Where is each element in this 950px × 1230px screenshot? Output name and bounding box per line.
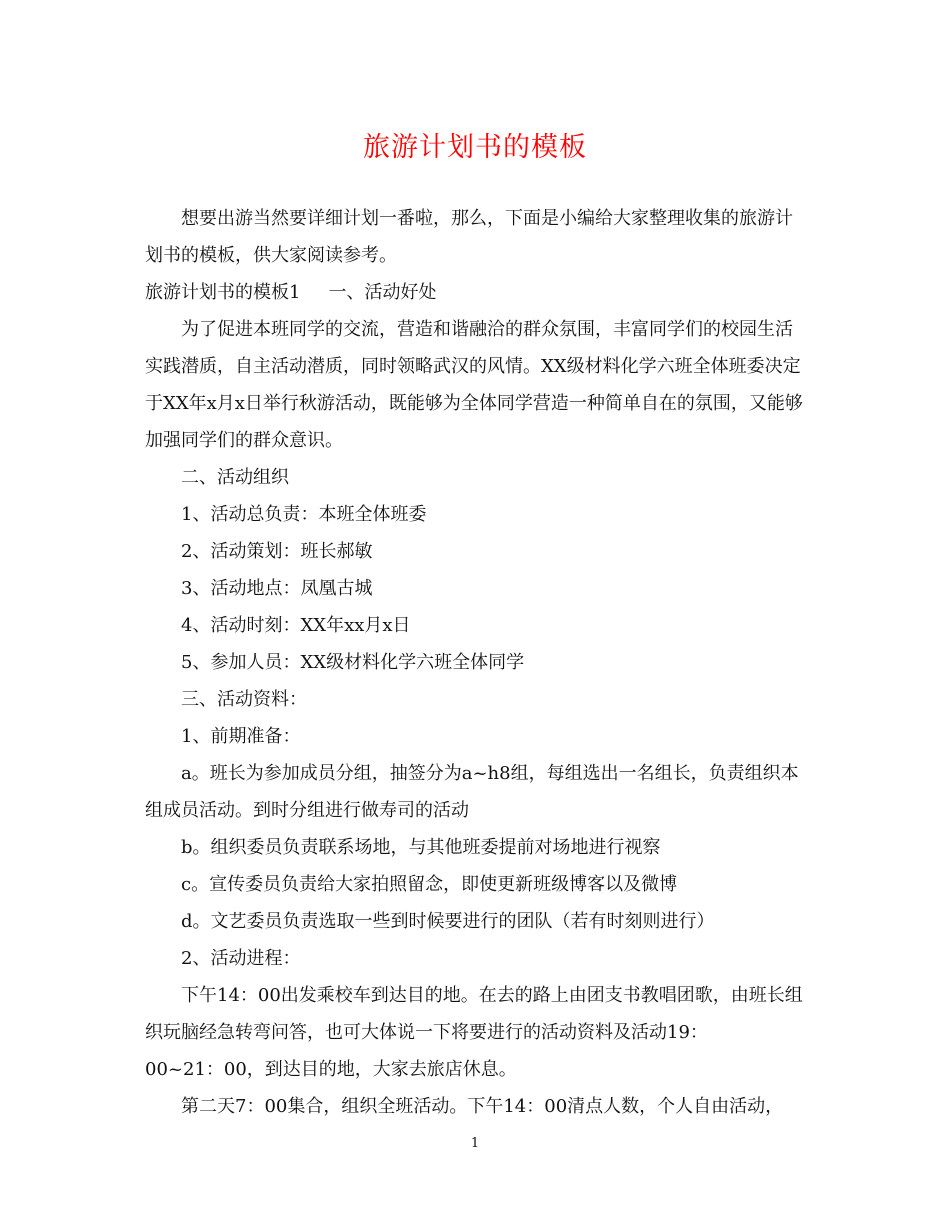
process-paragraph: 下午14：00出发乘校车到达目的地。在去的路上由团支书教唱团歌，由班长组织玩脑经急转弯问答，也可大体说一下将要进行的活动资料及活动19： — [145, 985, 803, 1043]
document-body — [145, 200, 810, 1125]
org-item: 1、活动总负责：本班全体班委 — [181, 504, 427, 525]
section1-heading: 一、活动好处 — [328, 282, 437, 303]
process-paragraph: 第二天7：00集合，组织全班活动。下午14：00清点人数，个人自由活动， — [181, 1096, 784, 1117]
intro-paragraph: 想要出游当然要详细计划一番啦，那么，下面是小编给大家整理收集的旅游计划书的模板，供大家阅读参考。 — [145, 208, 793, 266]
section2-heading: 二、活动组织 — [181, 467, 289, 488]
process-paragraph-continued: 00~21：00，到达目的地，大家去旅店休息。 — [145, 1059, 517, 1080]
prep-item: a。班长为参加成员分组，抽签分为a~h8组，每组选出一名组长，负责组织本组成员活动。到时分组进行做寿司的活动 — [145, 763, 799, 821]
template-label: 旅游计划书的模板1 — [145, 282, 301, 303]
section1-paragraph: 为了促进本班同学的交流，营造和谐融洽的群众氛围，丰富同学们的校园生活实践潜质，自主活动潜质，同时领略武汉的风情。XX级材料化学六班全体班委决定于XX年x月x日举行秋游活动，既能够为全体同学营造一种简单自在的氛围，又能够加强同学们的群众意识。 — [145, 319, 803, 451]
org-item: 2、活动策划：班长郝敏 — [181, 541, 373, 562]
section3-heading: 三、活动资料： — [181, 689, 307, 710]
process-heading: 2、活动进程： — [181, 948, 301, 969]
document-title: 旅游计划书的模板 — [363, 132, 587, 163]
prep-heading: 1、前期准备： — [181, 726, 301, 747]
prep-item: c。宣传委员负责给大家拍照留念，即使更新班级博客以及微博 — [181, 874, 678, 895]
org-item: 4、活动时刻：XX年xx月x日 — [181, 615, 411, 636]
template-subheading — [145, 274, 810, 311]
page-number: 1 — [470, 1136, 480, 1151]
org-item: 5、参加人员：XX级材料化学六班全体同学 — [181, 652, 525, 673]
org-item: 3、活动地点：凤凰古城 — [181, 578, 373, 599]
prep-item: b。组织委员负责联系场地，与其他班委提前对场地进行视察 — [181, 837, 661, 858]
prep-item: d。文艺委员负责选取一些到时候要进行的团队（若有时刻则进行） — [181, 911, 715, 932]
